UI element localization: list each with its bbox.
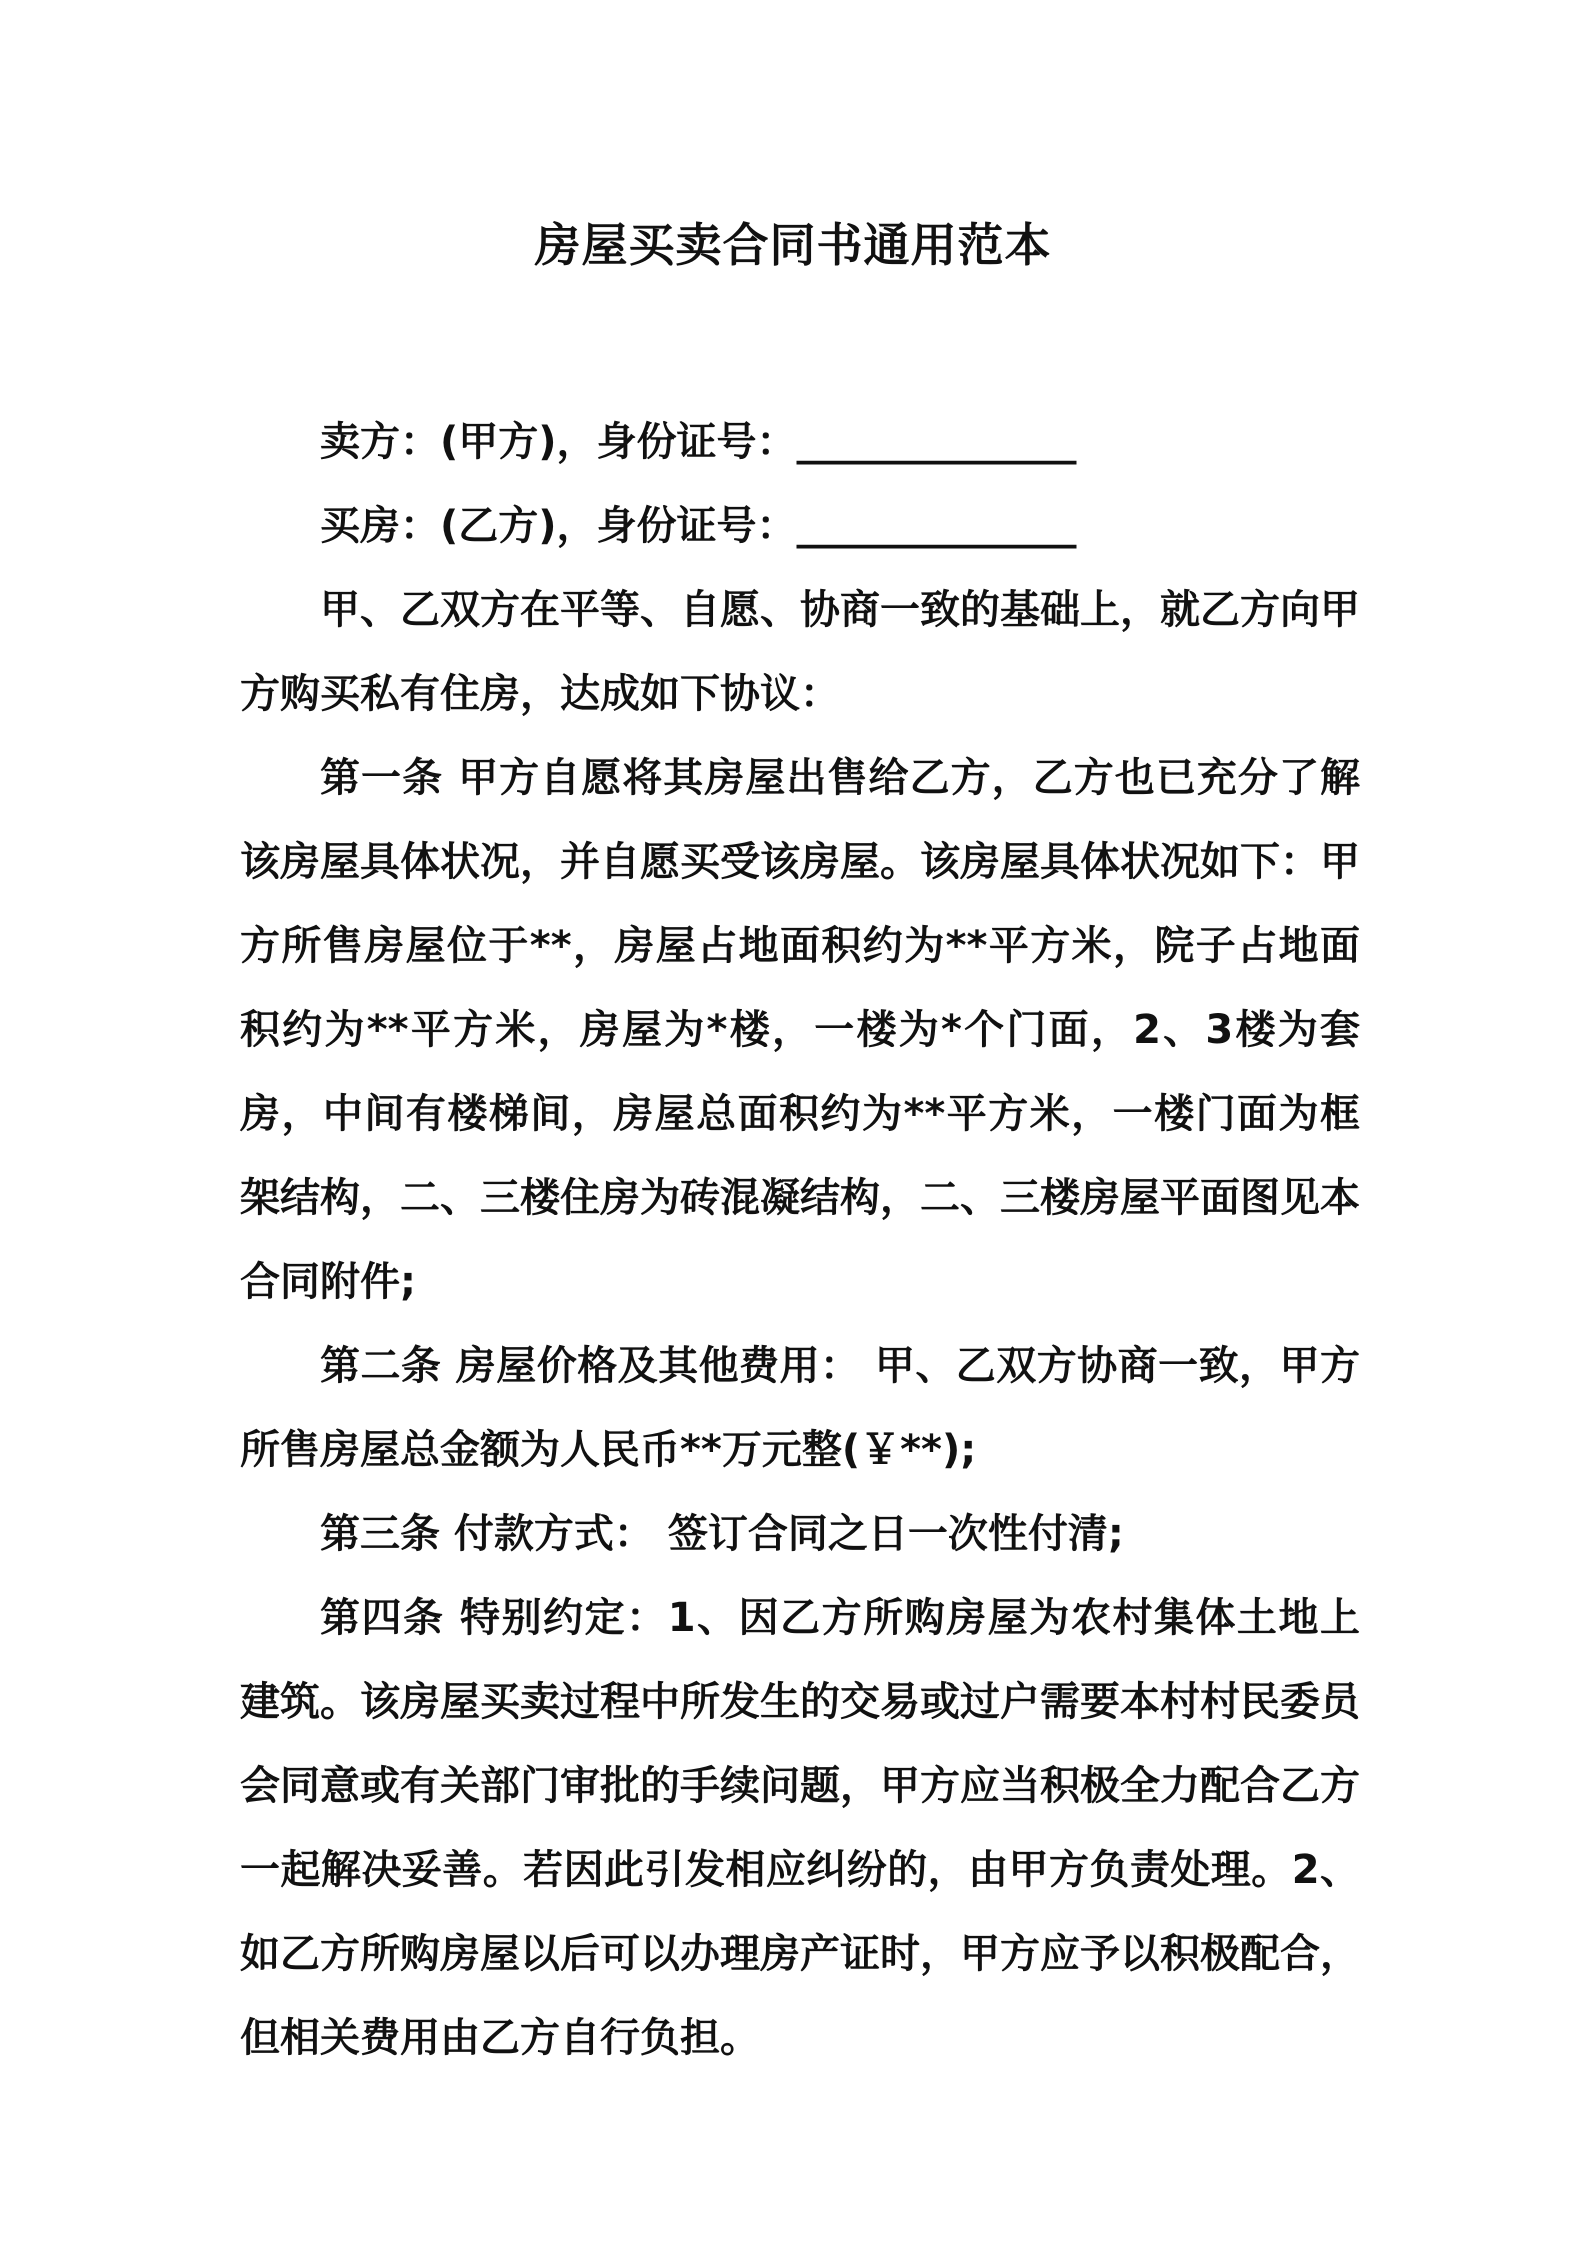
seller-line: 卖方：(甲方)，身份证号：______________ bbox=[320, 419, 1077, 465]
article-2: 第二条 房屋价格及其他费用： 甲、乙双方协商一致，甲方所售房屋总金额为人民币**万元整(￥**); bbox=[240, 1343, 1360, 1473]
article-3: 第三条 付款方式： 签订合同之日一次性付清; bbox=[320, 1511, 1124, 1557]
document-body bbox=[240, 400, 1360, 2080]
article-4: 第四条 特别约定：1、因乙方所购房屋为农村集体土地上建筑。该房屋买卖过程中所发生的交易或过户需要本村村民委员会同意或有关部门审批的手续问题，甲方应当积极全力配合乙方一起解决妥善。若因此引发相应纠纷的，由甲方负责处理。2、如乙方所购房屋以后可以办理房产证时，甲方应予以积极配合，但相关费用由乙方自行负担。 bbox=[240, 1595, 1360, 2061]
document-title: 房屋买卖合同书通用范本 bbox=[534, 218, 1052, 272]
buyer-line: 买房：(乙方)，身份证号：______________ bbox=[320, 503, 1077, 549]
article-1: 第一条 甲方自愿将其房屋出售给乙方，乙方也已充分了解该房屋具体状况，并自愿买受该房屋。该房屋具体状况如下：甲方所售房屋位于**，房屋占地面积约为**平方米，院子占地面积约为**平方米，房屋为*楼，一楼为*个门面，2、3楼为套房，中间有楼梯间，房屋总面积约为**平方米，一楼门面为框架结构，二、三楼住房为砖混凝结构，二、三楼房屋平面图见本合同附件; bbox=[240, 755, 1360, 1305]
intro-paragraph: 甲、乙双方在平等、自愿、协商一致的基础上，就乙方向甲方购买私有住房，达成如下协议： bbox=[240, 587, 1360, 717]
